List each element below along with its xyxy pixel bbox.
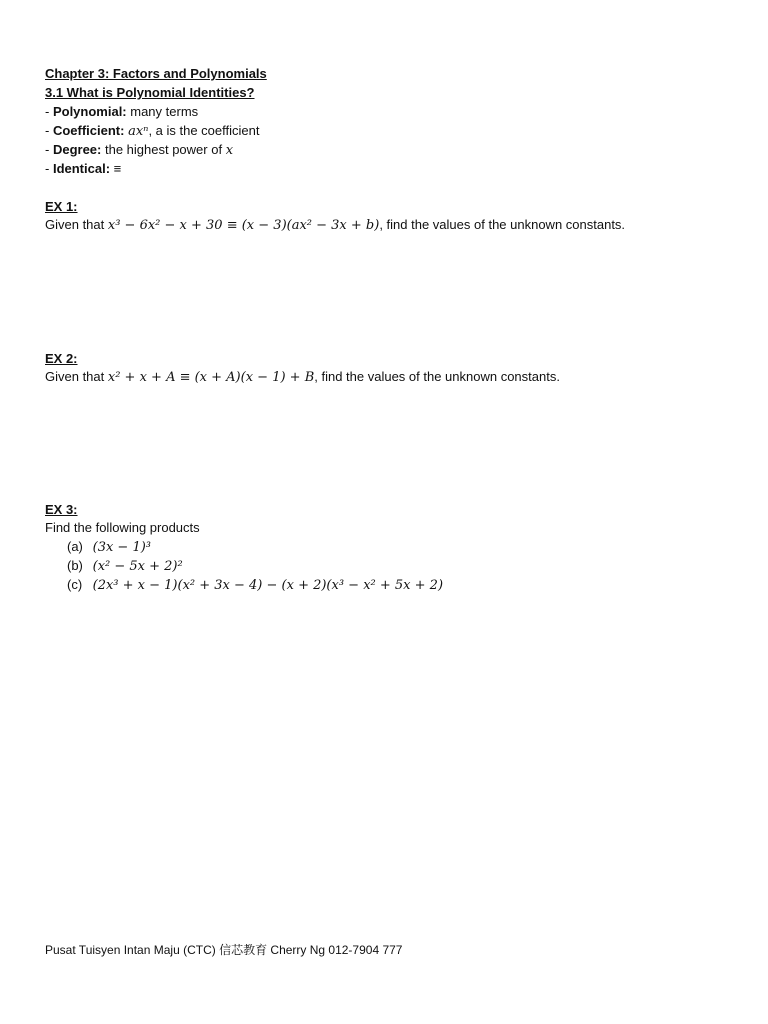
- definition-polynomial: [45, 103, 198, 121]
- chapter-title: Chapter 3: Factors and Polynomials: [45, 66, 267, 81]
- ex3-item-label: (a): [67, 539, 83, 554]
- definition-math: x: [225, 143, 234, 158]
- section-title: 3.1 What is Polynomial Identities?: [45, 85, 255, 100]
- ex3-item-label: (b): [67, 558, 83, 573]
- definition-text: , a is the coefficient: [148, 123, 260, 138]
- ex1-lead: Given that: [45, 217, 108, 232]
- definition-term: Degree:: [52, 142, 102, 157]
- ex2-question: [45, 368, 560, 387]
- ex1-question: [45, 216, 625, 235]
- ex3-item-math: (3x − 1)³: [92, 540, 152, 555]
- definition-math: axⁿ: [128, 124, 149, 139]
- definition-prefix: -: [45, 104, 53, 119]
- definition-term: Polynomial:: [52, 104, 127, 119]
- ex3-item-math: (x² − 5x + 2)²: [92, 559, 183, 574]
- definition-prefix: -: [45, 142, 53, 157]
- ex2-math: x² + x + A ≡ (x + A)(x − 1) + B: [107, 370, 315, 385]
- ex3-item-a: [67, 538, 151, 557]
- definition-term: Coefficient:: [52, 123, 125, 138]
- definition-coefficient: [45, 122, 259, 141]
- ex2-tail: , find the values of the unknown constants.: [314, 369, 560, 384]
- definition-degree: [45, 141, 233, 160]
- ex3-item-math: (2x³ + x − 1)(x² + 3x − 4) − (x + 2)(x³ − x² + 5x + 2): [92, 578, 444, 593]
- ex3-heading: EX 3:: [45, 502, 78, 517]
- ex3-item-c: [67, 576, 443, 595]
- ex1-tail: , find the values of the unknown constants.: [379, 217, 626, 232]
- ex3-item-b: [67, 557, 183, 576]
- ex2-lead: Given that: [45, 369, 108, 384]
- ex2-heading: EX 2:: [45, 351, 78, 366]
- ex3-item-label: (c): [67, 577, 83, 592]
- ex3-instruction: Find the following products: [45, 520, 200, 535]
- ex1-math: x³ − 6x² − x + 30 ≡ (x − 3)(ax² − 3x + b): [107, 218, 380, 233]
- definition-identical: [45, 160, 121, 178]
- definition-term: Identical:: [52, 161, 111, 176]
- definition-prefix: -: [45, 161, 53, 176]
- ex1-heading: EX 1:: [45, 199, 78, 214]
- definition-text: the highest power of: [101, 142, 226, 157]
- page-footer: Pusat Tuisyen Intan Maju (CTC) 信芯教育 Cherry Ng 012-7904 777: [45, 943, 403, 957]
- definition-prefix: -: [45, 123, 53, 138]
- definition-text: many terms: [126, 104, 199, 119]
- definition-text: ≡: [110, 161, 122, 176]
